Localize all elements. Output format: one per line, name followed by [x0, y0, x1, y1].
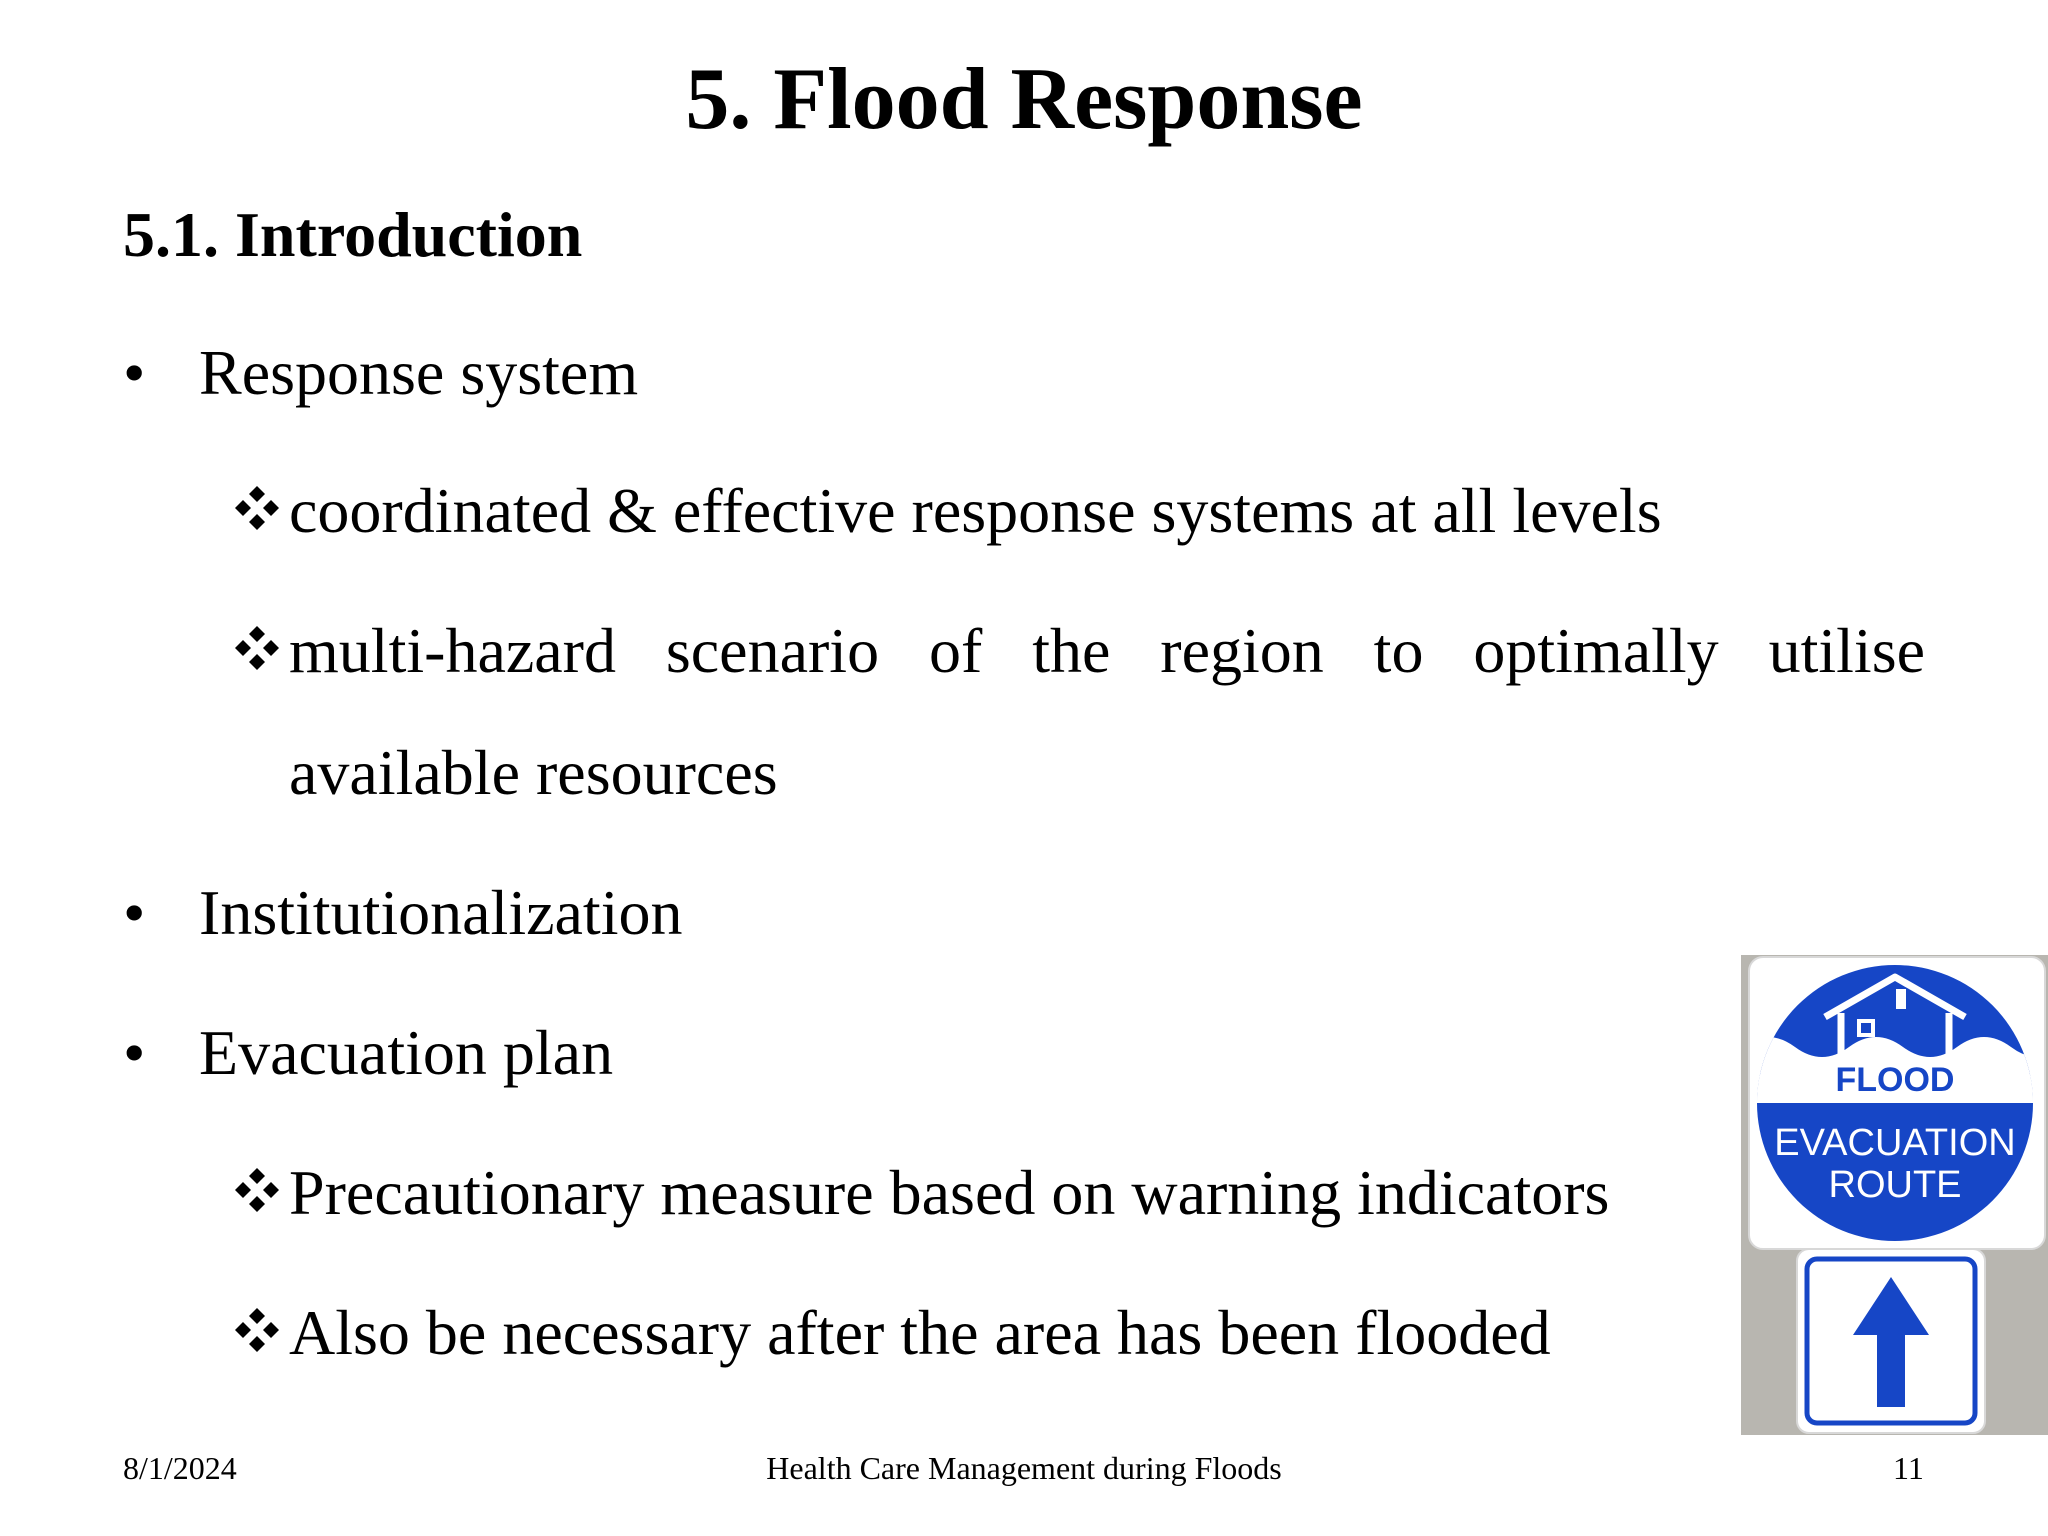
diamond-bullet-icon [229, 1162, 289, 1222]
slide-title: 5. Flood Response [685, 51, 1363, 148]
bullet-text: Response system [199, 337, 639, 408]
sign-text-route: ROUTE [1828, 1164, 1962, 1206]
bullet-text: Evacuation plan [199, 1017, 614, 1088]
flood-sign-graphic [1741, 955, 2048, 1435]
footer-date: 8/1/2024 [123, 1450, 237, 1486]
section-subtitle: 5.1. Introduction [123, 199, 583, 270]
bullet-dot: • [123, 1017, 146, 1088]
bullet-text: Institutionalization [199, 877, 683, 948]
bullet-dot: • [123, 877, 146, 948]
sub-bullet-text-line2: available resources [289, 737, 778, 808]
sub-bullet-text: Precautionary measure based on warning indicators [289, 1157, 1610, 1228]
bullet-dot: • [123, 337, 146, 408]
footer-page-number: 11 [1893, 1450, 1924, 1486]
diamond-bullet-icon [229, 480, 289, 540]
sub-bullet-text: Also be necessary after the area has been flooded [289, 1297, 1551, 1368]
diamond-bullet-icon [229, 1302, 289, 1362]
flood-evacuation-sign-image [1741, 955, 2048, 1435]
sign-text-flood: FLOOD [1835, 1061, 1955, 1099]
sign-text-evacuation: EVACUATION [1774, 1122, 2016, 1164]
footer-title: Health Care Management during Floods [766, 1450, 1282, 1486]
sub-bullet-text: coordinated & effective response systems at all levels [289, 475, 1662, 546]
diamond-bullet-icon [229, 620, 289, 680]
sub-bullet-text-line1: multi-hazard scenario of the region to optimally utilise [289, 615, 1925, 686]
